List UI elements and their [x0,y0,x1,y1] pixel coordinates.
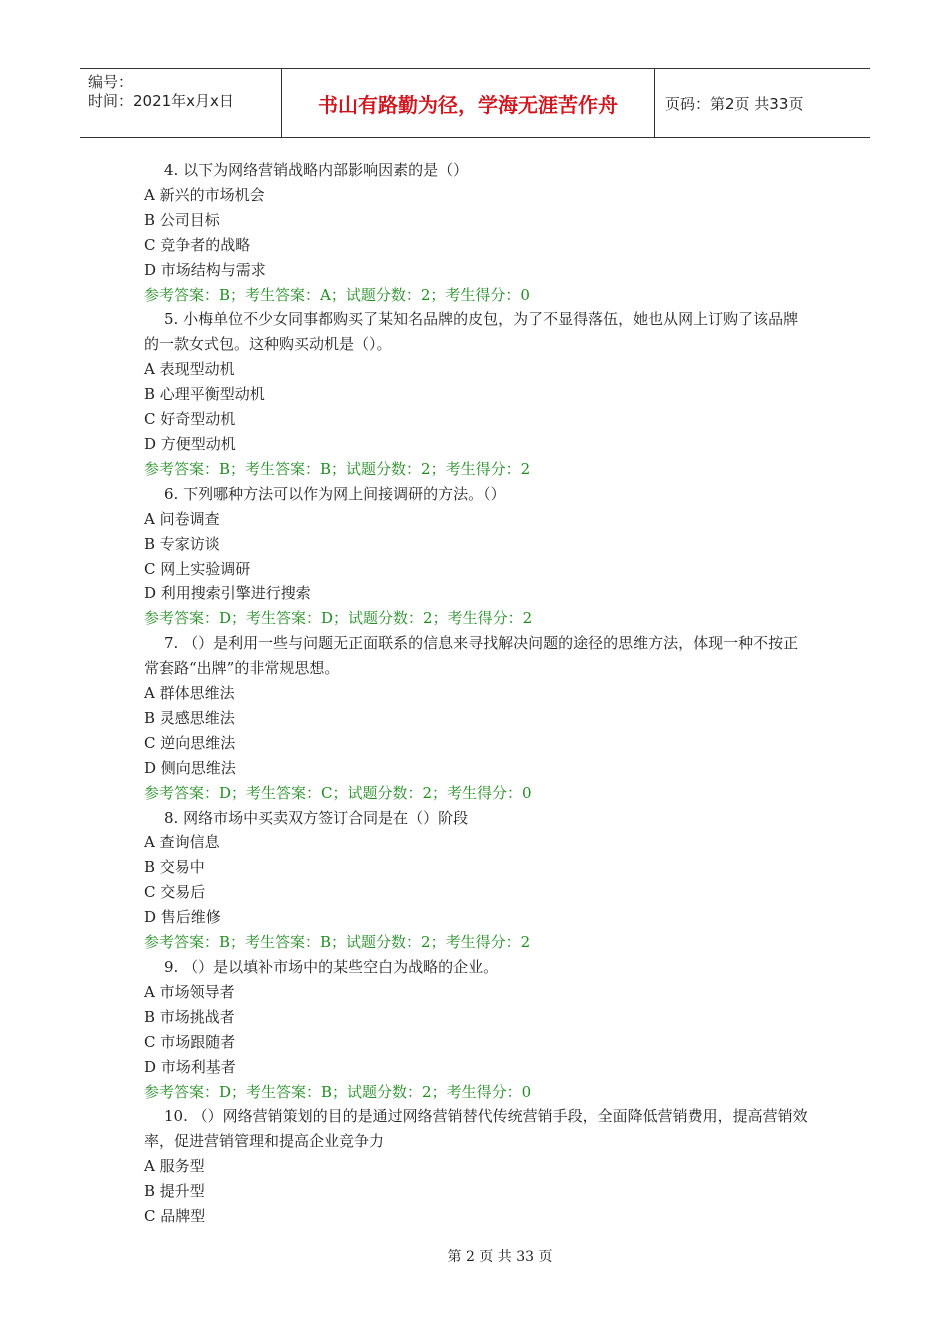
option-line: B 提升型 [144,1182,205,1201]
answer-line: 参考答案：B；考生答案：A；试题分数：2；考生得分：0 [144,285,530,304]
question-text: 10. （）网络营销策划的目的是通过网络营销替代传统营销手段，全面降低营销费用，提高营销效率，促进营销管理和提高企业竞争力 [144,1107,808,1151]
option-line: C 好奇型动机 [144,410,236,429]
option-line: D 售后维修 [144,908,221,927]
option-line: C 竞争者的战略 [144,235,251,254]
option-line: B 心理平衡型动机 [144,385,265,404]
header-motto: 书山有路勤为径，学海无涯苦作舟 [282,69,655,137]
option-line: C 网上实验调研 [144,559,251,578]
question-text: 7. （）是利用一些与问题无正面联系的信息来寻找解决问题的途径的思维方法，体现一种不按正常套路“出牌”的非常规思想。 [144,634,799,678]
option-line: A 查询信息 [144,833,220,852]
page-header [80,68,870,138]
option-line: C 品牌型 [144,1207,206,1226]
option-line: D 市场结构与需求 [144,260,266,279]
option-line: D 方便型动机 [144,434,236,453]
option-line: B 灵感思维法 [144,708,235,727]
answer-line: 参考答案：D；考生答案：D；试题分数：2；考生得分：2 [144,609,533,628]
option-line: C 市场跟随者 [144,1032,236,1051]
question-text: 4. 以下为网络营销战略内部影响因素的是（） [164,161,469,179]
question-text: 8. 网络市场中买卖双方签订合同是在（）阶段 [164,808,469,827]
answer-line: 参考答案：B；考生答案：B；试题分数：2；考生得分：2 [144,933,531,952]
option-line: C 交易后 [144,883,206,902]
header-meta [80,69,282,137]
answer-line: 参考答案：D；考生答案：C；试题分数：2；考生得分：0 [144,783,532,802]
answer-line: 参考答案：B；考生答案：B；试题分数：2；考生得分：2 [144,459,531,478]
time-label: 时间：2021年x月x日 [88,92,234,110]
option-line: B 交易中 [144,858,205,877]
option-line: C 逆向思维法 [144,733,236,752]
question-list [144,158,812,1229]
header-page-info: 页码：第2页 共33页 [665,94,804,113]
question-text: 5. 小梅单位不少女同事都购买了某知名品牌的皮包，为了不显得落伍，她也从网上订购了该品牌的一款女式包。这种购买动机是（）。 [144,310,799,354]
option-line: B 公司目标 [144,210,220,229]
option-line: B 专家访谈 [144,534,220,553]
option-line: D 市场利基者 [144,1057,236,1076]
question-text: 9. （）是以填补市场中的某些空白为战略的企业。 [164,958,499,976]
option-line: A 群体思维法 [144,684,235,703]
answer-line: 参考答案：D；考生答案：B；试题分数：2；考生得分：0 [144,1082,532,1101]
question-text: 6. 下列哪种方法可以作为网上间接调研的方法。（） [164,484,506,503]
option-line: A 问卷调查 [144,509,220,528]
page-footer: 第 2 页 共 33 页 [447,1249,553,1265]
serial-label: 编号： [88,73,134,91]
option-line: D 侧向思维法 [144,758,236,777]
option-line: D 利用搜索引擎进行搜索 [144,584,311,603]
option-line: A 市场领导者 [144,982,235,1001]
option-line: A 新兴的市场机会 [144,185,265,204]
option-line: A 表现型动机 [144,360,235,379]
option-line: B 市场挑战者 [144,1007,235,1026]
option-line: A 服务型 [144,1157,205,1176]
